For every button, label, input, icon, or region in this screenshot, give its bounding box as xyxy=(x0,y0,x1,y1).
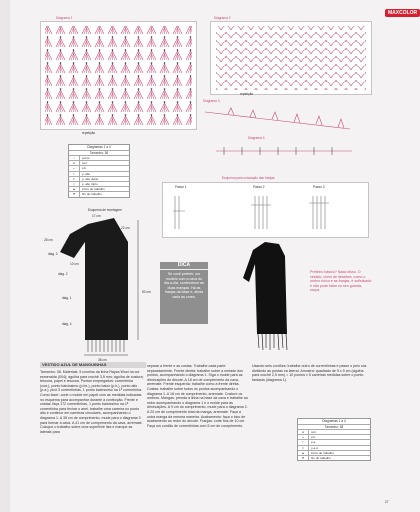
photo-caption: Pretinho básico? Nada disso. O vestido, cheio de detalhes, como o ombro único e as franjas, é sofisticado e não pode faltar no seu guarda-roupa. xyxy=(310,270,372,293)
legend-2-subtitle: Tamanho: 38 xyxy=(298,424,370,430)
legend-row: ⫲ p. alto triplo xyxy=(69,181,129,186)
tip-box xyxy=(160,262,208,324)
diagram-3-chart xyxy=(200,104,360,134)
diagram-2-chart xyxy=(210,21,372,95)
article-column-3: Usando seis cordões: trabalhe outro de correntinhas e passe o pelo cós dividindo as pontas na lateral. Amostra: quadrado de 5 x 5 cm (agulha para crochê 2,5 mm) = 10 pontos x 5 carreiras medidas sobre o ponto fantasia (diagrama 1). xyxy=(252,364,367,382)
legend-row: ▲ início de trabalho xyxy=(69,186,129,191)
legend-row: ● corr. xyxy=(69,160,129,165)
passo-2-label: Passo 2 xyxy=(253,185,265,189)
measure-label: diag. 1 xyxy=(62,296,72,300)
legend-row: † p. alto xyxy=(69,171,129,176)
legend-row: † p.a. xyxy=(298,439,370,444)
measure-label: 10 cm xyxy=(70,262,79,266)
measure-label: diag. 2 xyxy=(58,272,68,276)
diagram-4-label: Diagrama 4 xyxy=(248,136,265,140)
legend-row: ○ ponto xyxy=(69,155,129,160)
legend-row: ▲ início de trabalho xyxy=(298,450,370,455)
legend-box xyxy=(68,144,130,198)
tip-text: Se você preferir, um modelo com a cava do dia-a-dia, confeccione as duas mangas. Há as franjas da base e, ainda varia as cores. xyxy=(164,272,204,299)
measure-label: 28 cm xyxy=(44,238,53,242)
legend-subtitle: Tamanho: 38 xyxy=(69,150,129,156)
legend-box-2 xyxy=(297,418,371,461)
article-column-2: separar a frente e as costas. Trabalhe cada parte separadamente. Frente direita: trabalhe sobre a metade dos pontos, acompanhando o diagrama 1. Siga o molde para as diminuições do decote. A 18 cm de comprimento da cava, arremate. Frente esquerda: trabalhe como a frente direita. Costas: trabalhe sobre todos os pontos acompanhando o diagrama 1. A 18 cm de comprimento, arremate. Costure os ombros. Mangas: prenda a linha na base da cava e trabalhe ao redor acompanhando o diagrama 1 e o molde para as diminuições. A 9 cm do comprimento, mude para o diagrama 2. A 20 cm de comprimento total da manga, arremate. Faça a outra manga da mesma maneira. Acabamento: faça o bico de acabamento ao redor do decote. Franjas: corte fios de 10 cm. Faça um cordão de correntinhas com 5 cm de comprimento. xyxy=(147,364,248,428)
diagram-1-pattern xyxy=(41,22,196,129)
esquema-title: Esquema de montagem xyxy=(88,208,122,212)
measure-label: 17 cm xyxy=(92,214,101,218)
legend-row: ▼ fim do trabalho xyxy=(69,191,129,196)
passo-3-label: Passo 3 xyxy=(313,185,325,189)
measure-label: 22 cm xyxy=(121,226,130,230)
dress-schematic xyxy=(40,212,160,360)
franjas-box xyxy=(162,182,369,238)
diagram-2-pattern xyxy=(211,22,371,94)
diagram-4-chart xyxy=(212,140,357,162)
article-column-1: Tamanho: 38. Materiais: 5 novelos da linha Rayza Wool na cor esmeralda (004); agulha para crochê 3,5 mm; agulha de costura; tesoura, papel e tesoura. Pontos empregados: correntinha (corr.), ponto baixíssimo (p.bx.), ponto baixo (p.b.), ponto alto (p.a.), picô 3 correntinhas, 1 ponto baixíssimo na 1ª correntinha. Como fazer: corte o molde em papel com as medidas indicadas no esquema para acompanhar durante a confecção. Frente e costas: faça 172 correntinhas, 1 ponto baixíssimo na 1ª correntinha para fechar o anel, trabalhe uma carreira no ponto alto e continue em carreiras circulares, acompanhando o diagrama 1. A 35 cm de comprimento, mude para o diagrama 3 para formar a cava. A 41 cm de comprimento da cava, arremate. Coloque o trabalho sobre uma superfície lisa e marque as laterais para xyxy=(40,370,144,434)
franjas-illustration xyxy=(163,191,368,235)
franjas-title: Esquema para colocação das franjas xyxy=(222,176,275,180)
measure-label: 83 cm xyxy=(142,290,151,294)
legend-row: ‡ p.a.d. xyxy=(298,445,370,450)
brand-logo: MAXCOLOR xyxy=(385,9,420,17)
diagram-2-repeat-label: repetição xyxy=(240,92,254,96)
measure-label: diag. 4 xyxy=(62,322,72,326)
article-heading: VESTIDO AZUL DE MANGUINHAS xyxy=(40,362,146,368)
page-binding-edge xyxy=(0,0,10,512)
dress-photo xyxy=(235,238,305,356)
legend-row: ▼ fim do trabalho xyxy=(298,455,370,460)
legend-row: ● corr. xyxy=(298,429,370,434)
diagram-1-label: Diagrama 1 xyxy=(56,16,73,20)
legend-2-title: Diagramas 1 a 4 xyxy=(322,419,346,423)
diagram-2-label: Diagrama 2 xyxy=(214,16,231,20)
legend-title: Diagramas 1 a 4 xyxy=(87,145,111,149)
diagram-1-chart xyxy=(40,21,197,130)
legend-row: ‡ p. alto duplo xyxy=(69,176,129,181)
passo-1-label: Passo 1 xyxy=(175,185,187,189)
diagram-1-repeat-label: repetição xyxy=(82,131,96,135)
diagram-3-label: Diagrama 3 xyxy=(203,99,220,103)
measure-label: 38 cm xyxy=(98,358,107,362)
tip-title: DICA xyxy=(160,262,208,270)
page-number: 27 xyxy=(385,500,389,504)
measure-label: diag. 3 xyxy=(48,252,58,256)
legend-row: + p.b. xyxy=(298,434,370,439)
legend-row: + p.b. xyxy=(69,165,129,170)
